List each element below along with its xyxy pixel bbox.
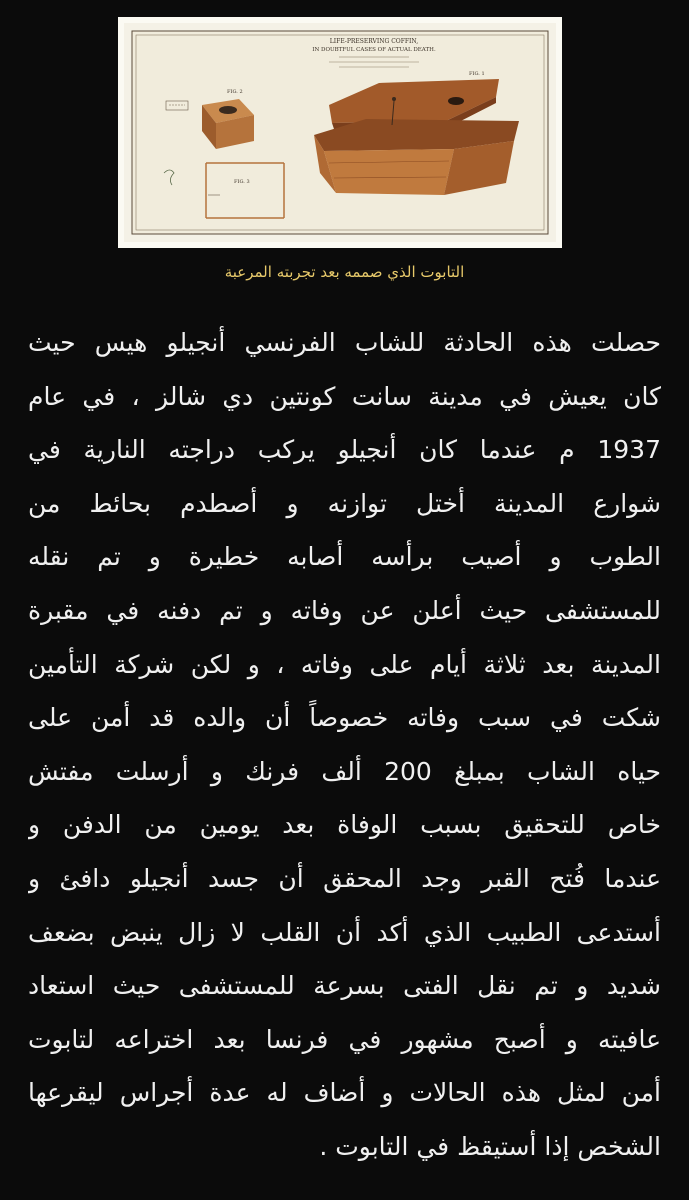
article-line: شكت في سبب وفاته خصوصاً أن والده قد أمن على [28, 703, 661, 733]
image-caption: التابوت الذي صممه بعد تجربته المرعبة [224, 263, 465, 281]
coffin-illustration [118, 17, 562, 248]
coffin-drawing [124, 23, 556, 242]
article-line: شديد و تم نقل الفتى بسرعة للمستشفى حيث استعاد [28, 971, 661, 1001]
article-line: للمستشفى حيث أعلن عن وفاته و تم دفنه في مقبرة [28, 595, 661, 625]
article-line: أمن لمثل هذه الحالات و أضاف له عدة أجراس ليقرعها [28, 1078, 661, 1108]
article-body [28, 316, 661, 1176]
article-line: حياه الشاب بمبلغ 200 ألف فرنك و أرسلت مفتش [28, 756, 661, 786]
fig1-label: FIG. 1 [469, 71, 485, 77]
fig2-label: FIG. 2 [227, 89, 243, 95]
article-line: حصلت هذه الحادثة للشاب الفرنسي أنجيلو هيس حيث [28, 328, 661, 357]
article-line: 1937 م عندما كان أنجيلو يركب دراجته النارية في [28, 435, 661, 465]
article-line: أستدعى الطبيب الذي أكد أن القلب لا زال ينبض بضعف [28, 917, 661, 947]
plate-title-1: LIFE-PRESERVING COFFIN, [329, 38, 419, 45]
plate-title-2: IN DOUBTFUL CASES OF ACTUAL DEATH. [312, 47, 436, 53]
article-line: كان يعيش في مدينة سانت كونتين دي شالز ، في عام [28, 381, 661, 411]
article-line: عندما فُتح القبر وجد المحقق أن جسد أنجيلو دافئ و [28, 863, 661, 893]
article-line: خاص للتحقيق بسبب الوفاة بعد يومين من الدفن و [28, 810, 661, 840]
fig3-label: FIG. 3 [234, 179, 250, 185]
article-line: الشخص إذا أستيقظ في التابوت . [319, 1131, 661, 1161]
article-line: عافيته و أصبح مشهور في فرنسا بعد اختراعه لتابوت [28, 1024, 661, 1054]
article-line: المدينة بعد ثلاثة أيام على وفاته ، و لكن شركة التأمين [28, 649, 661, 679]
article-line: الطوب و أصيب برأسه أصابه خطيرة و تم نقله [28, 542, 661, 572]
article-line: شوارع المدينة أختل توازنه و أصطدم بحائط من [28, 488, 661, 518]
